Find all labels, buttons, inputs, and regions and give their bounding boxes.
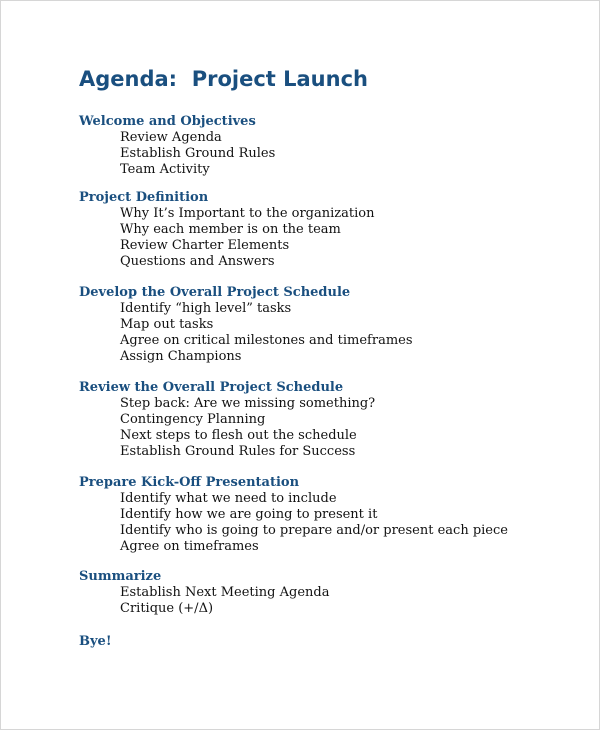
agenda-item: Establish Next Meeting Agenda [120, 585, 330, 600]
agenda-item: Contingency Planning [120, 412, 266, 427]
section-heading: Welcome and Objectives [79, 114, 256, 129]
section-heading: Prepare Kick-Off Presentation [79, 475, 300, 490]
agenda-item: Team Activity [120, 162, 210, 177]
agenda-item: Next steps to flesh out the schedule [120, 428, 357, 443]
agenda-item: Why each member is on the team [120, 222, 341, 237]
agenda-item-list [79, 585, 579, 617]
agenda-item-list [79, 301, 579, 365]
agenda-item: Identify what we need to include [120, 491, 337, 506]
section-summarize [79, 569, 579, 617]
agenda-item: Map out tasks [120, 317, 214, 332]
section-kickoff-presentation [79, 475, 579, 555]
section-heading: Project Definition [79, 190, 209, 205]
section-heading: Summarize [79, 569, 162, 584]
agenda-item: Establish Ground Rules for Success [120, 444, 356, 459]
agenda-item: Identify how we are going to present it [120, 507, 378, 522]
agenda-item: Agree on critical milestones and timeframes [120, 333, 413, 348]
section-welcome-and-objectives [79, 114, 579, 178]
agenda-item: Assign Champions [120, 349, 242, 364]
agenda-item-list [79, 130, 579, 178]
agenda-item: Review Charter Elements [120, 238, 290, 253]
agenda-item: Agree on timeframes [120, 539, 259, 554]
section-heading: Review the Overall Project Schedule [79, 380, 344, 395]
section-develop-schedule [79, 285, 579, 365]
agenda-item: Review Agenda [120, 130, 222, 145]
section-review-schedule [79, 380, 579, 460]
section-heading: Bye! [79, 634, 112, 649]
agenda-item-list [79, 396, 579, 460]
agenda-item: Why It’s Important to the organization [120, 206, 375, 221]
section-project-definition [79, 190, 579, 270]
agenda-item: Establish Ground Rules [120, 146, 276, 161]
agenda-item-list [79, 206, 579, 270]
agenda-item: Questions and Answers [120, 254, 275, 269]
page-title: Agenda: Project Launch [79, 67, 368, 91]
agenda-item: Step back: Are we missing something? [120, 396, 376, 411]
agenda-item: Identify “high level” tasks [120, 301, 292, 316]
section-bye [79, 634, 579, 650]
section-heading: Develop the Overall Project Schedule [79, 285, 351, 300]
agenda-item-list [79, 491, 579, 555]
agenda-item: Identify who is going to prepare and/or present each piece [120, 523, 508, 538]
agenda-item: Critique (+/Δ) [120, 601, 214, 616]
